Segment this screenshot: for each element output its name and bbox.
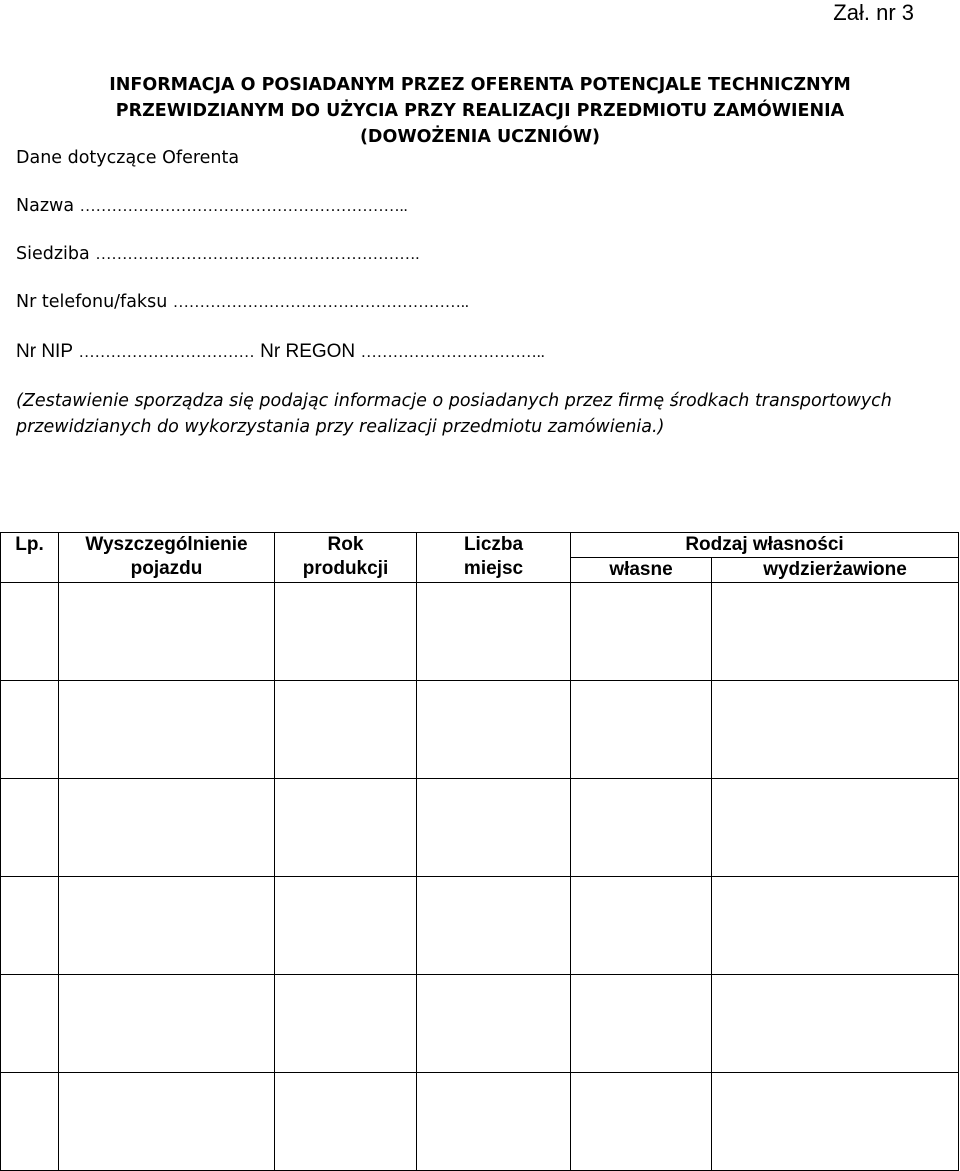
header-year-line1: Rok: [327, 534, 364, 555]
table-cell[interactable]: [712, 779, 959, 877]
table-cell[interactable]: [1, 975, 59, 1073]
seat-label: Siedziba: [16, 244, 90, 264]
header-year: [275, 533, 417, 583]
table-cell[interactable]: [571, 1073, 712, 1171]
table-cell[interactable]: [1, 583, 59, 681]
header-lp-label: Lp.: [15, 534, 44, 555]
table-cell[interactable]: [275, 1073, 417, 1171]
header-owned: [571, 558, 712, 583]
vehicle-table-body: [1, 583, 959, 1171]
table-cell[interactable]: [417, 583, 571, 681]
title-line-1: INFORMACJA O POSIADANYM PRZEZ OFERENTA POTENCJALE TECHNICZNYM: [109, 75, 851, 95]
table-cell[interactable]: [275, 877, 417, 975]
header-seats: [417, 533, 571, 583]
header-lp: [1, 533, 59, 583]
table-cell[interactable]: [1, 681, 59, 779]
table-cell[interactable]: [571, 583, 712, 681]
table-cell[interactable]: [1, 779, 59, 877]
table-cell[interactable]: [417, 779, 571, 877]
table-row: [1, 975, 959, 1073]
header-leased: [712, 558, 959, 583]
table-cell[interactable]: [417, 975, 571, 1073]
table-cell[interactable]: [712, 583, 959, 681]
nip-dots: ……………………………: [78, 344, 255, 361]
nip-label: Nr NIP: [16, 341, 73, 362]
table-cell[interactable]: [712, 975, 959, 1073]
header-year-line2: produkcji: [302, 558, 389, 579]
phone-label: Nr telefonu/faksu: [16, 292, 168, 312]
attachment-number: Zał. nr 3: [833, 0, 914, 25]
title-line-2: PRZEWIDZIANYM DO UŻYCIA PRZY REALIZACJI PRZEDMIOTU ZAMÓWIENIA: [115, 101, 845, 121]
seat-field: [16, 242, 419, 267]
table-cell[interactable]: [571, 779, 712, 877]
header-seats-line1: Liczba: [463, 534, 524, 555]
table-header-row: [1, 533, 959, 558]
table-cell[interactable]: [59, 583, 275, 681]
table-cell[interactable]: [59, 1073, 275, 1171]
header-leased-label: wydzierżawione: [763, 559, 907, 580]
regon-label: Nr REGON: [260, 341, 356, 362]
phone-dots: ………………………………………………..: [172, 294, 469, 311]
table-cell[interactable]: [59, 779, 275, 877]
table-row: [1, 877, 959, 975]
table-cell[interactable]: [417, 681, 571, 779]
name-dots: ……………………………………………………..: [79, 198, 408, 215]
regon-dots: ……………………………..: [360, 344, 545, 361]
title-line-3: (DOWOŻENIA UCZNIÓW): [359, 127, 601, 147]
table-cell[interactable]: [712, 877, 959, 975]
table-cell[interactable]: [417, 1073, 571, 1171]
table-cell[interactable]: [1, 1073, 59, 1171]
table-cell[interactable]: [59, 975, 275, 1073]
instruction-note: (Zestawienie sporządza się podając informacje o posiadanych przez firmę środkach transportowych przewidzianych do wykorzystania przy realizacji przedmiotu zamówienia.): [16, 391, 892, 437]
table-cell[interactable]: [571, 681, 712, 779]
table-cell[interactable]: [1, 877, 59, 975]
table-row: [1, 1073, 959, 1171]
table-cell[interactable]: [275, 583, 417, 681]
table-cell[interactable]: [275, 681, 417, 779]
table-cell[interactable]: [275, 975, 417, 1073]
document-title: [0, 72, 960, 150]
header-ownership: [571, 533, 959, 558]
name-label: Nazwa: [16, 196, 75, 216]
header-vehicle-line2: pojazdu: [130, 558, 203, 579]
name-field: [16, 194, 408, 219]
table-cell[interactable]: [571, 975, 712, 1073]
vehicle-table: [0, 532, 959, 1171]
table-row: [1, 583, 959, 681]
table-cell[interactable]: [571, 877, 712, 975]
header-seats-line2: miejsc: [463, 558, 524, 579]
seat-dots: …………………………………………………….: [95, 246, 420, 263]
table-row: [1, 779, 959, 877]
nip-regon-field: [16, 340, 545, 365]
table-row: [1, 681, 959, 779]
table-cell[interactable]: [712, 681, 959, 779]
table-cell[interactable]: [417, 877, 571, 975]
table-cell[interactable]: [59, 681, 275, 779]
table-cell[interactable]: [275, 779, 417, 877]
header-vehicle-line1: Wyszczególnienie: [85, 534, 248, 555]
header-vehicle: [59, 533, 275, 583]
header-ownership-label: Rodzaj własności: [685, 534, 844, 555]
table-cell[interactable]: [59, 877, 275, 975]
header-owned-label: własne: [609, 559, 673, 580]
phone-field: [16, 290, 469, 315]
table-cell[interactable]: [712, 1073, 959, 1171]
section-heading: Dane dotyczące Oferenta: [16, 148, 240, 168]
